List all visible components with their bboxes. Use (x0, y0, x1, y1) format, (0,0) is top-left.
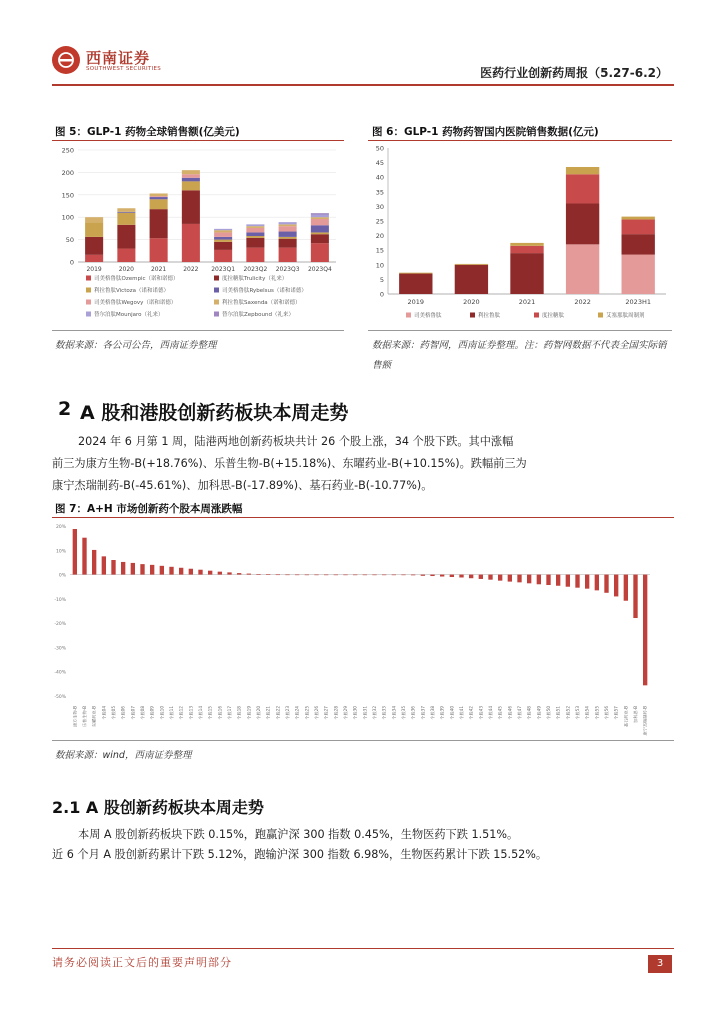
x-tick-label: 个股51 (555, 706, 561, 720)
figure6-chart (368, 142, 672, 328)
bar-segment (566, 244, 599, 294)
bar-segment (214, 240, 232, 242)
bar (421, 575, 425, 576)
x-tick-label: 个股54 (584, 706, 590, 720)
bar-segment (246, 226, 264, 228)
bar-segment (279, 224, 297, 226)
bar-segment (214, 250, 232, 262)
figure7-source: 数据来源：wind，西南证券整理 (55, 750, 192, 761)
bar-segment (150, 196, 168, 197)
brand-name-en: SOUTHWEST SECURITIES (86, 66, 162, 72)
x-tick-label: 个股38 (430, 706, 435, 720)
x-tick-label: 个股06 (120, 706, 126, 720)
bar-segment (246, 236, 264, 238)
x-tick-label: 个股39 (439, 706, 445, 720)
x-tick-label: 个股29 (343, 706, 348, 720)
bar (237, 573, 241, 574)
brand-name: 西南证券 (86, 49, 151, 67)
bar (160, 566, 164, 575)
x-tick-label: 2023H1 (625, 298, 651, 306)
legend-swatch (534, 313, 539, 318)
x-tick-label: 个股26 (314, 706, 319, 720)
bar (430, 575, 434, 576)
page-number: 3 (648, 955, 672, 973)
section21-para-line1: 本周 A 股创新药板块下跌 0.15%，跑赢沪深 300 指数 0.45%，生物医药下跌 1.51%。 (78, 828, 519, 841)
bar-segment (279, 222, 297, 224)
bar-segment (311, 219, 329, 225)
bar-segment (622, 255, 655, 294)
bar (527, 575, 531, 584)
bar-segment (182, 224, 200, 262)
bar (488, 575, 492, 580)
bar-segment (182, 190, 200, 224)
bar-segment (246, 232, 264, 236)
x-tick-label: 个股19 (246, 706, 252, 720)
y-tick-label: 100 (61, 213, 74, 222)
footer-divider (52, 948, 674, 949)
bar (469, 575, 473, 579)
x-tick-label: 个股27 (323, 706, 329, 720)
figure5-chart (52, 142, 344, 328)
x-tick-label: 个股45 (497, 706, 503, 720)
bar (218, 572, 222, 575)
y-tick-label: 50 (65, 236, 74, 245)
bar (295, 575, 299, 576)
bar-segment (182, 170, 200, 174)
x-tick-label: 个股21 (265, 706, 271, 720)
figure5-bottom-rule (52, 330, 344, 331)
bar (256, 574, 260, 575)
x-tick-label: 2023Q4 (307, 266, 332, 273)
figure5-top-rule (52, 140, 344, 141)
figure6-bottom-rule (368, 330, 672, 331)
y-tick-label: -40% (54, 670, 66, 676)
bar (82, 538, 86, 575)
bar (276, 574, 280, 575)
x-tick-label: 2021 (150, 266, 167, 273)
figure5-source: 数据来源：各公司公告，西南证券整理 (55, 340, 217, 351)
bar (392, 575, 396, 576)
bar-segment (150, 209, 168, 238)
bar (131, 563, 135, 575)
y-tick-label: 10 (375, 261, 384, 270)
x-tick-label: 康方生物-B (72, 706, 78, 728)
bar-segment (214, 232, 232, 236)
bar-segment (214, 230, 232, 232)
legend-label: 利拉鲁肽Saxenda（诺和诺德） (222, 300, 301, 306)
x-tick-label: 个股48 (526, 706, 532, 720)
x-tick-label: 加科思-B (633, 706, 638, 723)
bar-segment (279, 239, 297, 248)
x-tick-label: 乐普生物-B (82, 706, 87, 728)
bar-segment (622, 217, 655, 220)
bar-segment (214, 237, 232, 240)
bar-segment (150, 238, 168, 262)
y-tick-label: 30 (375, 202, 384, 211)
bar (479, 575, 483, 579)
bar (169, 567, 173, 575)
bar-segment (311, 225, 329, 232)
bar (575, 575, 579, 588)
legend-label: 司美格鲁肽Ozempic（诺和诺德） (94, 276, 179, 282)
y-tick-label: 15 (375, 246, 384, 255)
x-tick-label: 个股04 (101, 706, 107, 720)
x-tick-label: 个股31 (362, 706, 368, 720)
x-tick-label: 个股34 (391, 706, 397, 720)
y-tick-label: -10% (54, 597, 66, 603)
bar (508, 575, 512, 582)
y-tick-label: -20% (54, 622, 66, 628)
x-tick-label: 个股44 (488, 706, 493, 720)
x-tick-label: 2023Q1 (211, 266, 236, 273)
x-tick-label: 2020 (463, 298, 480, 306)
bar-segment (150, 197, 168, 199)
bar (566, 575, 570, 587)
section2-para-line3: 康宁杰瑞制药-B(-45.61%)、加科思-B(-17.89%)、基石药业-B(-10.77%)。 (52, 479, 433, 492)
bar-segment (246, 224, 264, 226)
figure6-top-rule (368, 140, 672, 141)
x-tick-label: 个股46 (507, 706, 513, 720)
bar-segment (279, 232, 297, 237)
x-tick-label: 个股52 (565, 706, 571, 720)
x-tick-label: 个股49 (536, 706, 542, 720)
bar-segment (182, 174, 200, 178)
y-tick-label: 45 (375, 159, 384, 168)
x-tick-label: 个股57 (613, 706, 619, 720)
bar (314, 575, 318, 576)
figure6-title: 图 6：GLP-1 药物药智国内医院销售数据(亿元) (372, 126, 599, 138)
legend-swatch (86, 312, 91, 317)
x-tick-label: 个股11 (169, 706, 174, 720)
y-tick-label: 5 (379, 275, 384, 284)
legend-swatch (406, 313, 411, 318)
x-tick-label: 2022 (574, 298, 591, 306)
bar-segment (622, 220, 655, 235)
figure7-top-rule (52, 517, 674, 518)
bar-segment (246, 248, 264, 262)
legend-swatch (214, 276, 219, 281)
x-tick-label: 个股24 (294, 706, 300, 720)
figure7-bottom-rule (52, 740, 674, 741)
bar-segment (566, 203, 599, 244)
legend-label: 司美格鲁肽Rybelsus（诺和诺德） (222, 288, 307, 294)
x-tick-label: 个股07 (130, 706, 136, 720)
bar-segment (85, 255, 103, 262)
section2-heading: A 股和港股创新药板块本周走势 (80, 402, 349, 424)
bar (227, 572, 231, 574)
figure6-source-line1: 数据来源：药智网，西南证券整理。注：药智网数据不代表全国实际销 (372, 340, 667, 351)
y-tick-label: 250 (61, 146, 74, 155)
bar-segment (279, 226, 297, 231)
bar (92, 550, 96, 575)
x-tick-label: 个股15 (207, 706, 213, 720)
bar-segment (117, 225, 135, 249)
bar-segment (510, 246, 543, 253)
x-tick-label: 个股18 (236, 706, 242, 720)
x-tick-label: 2019 (407, 298, 425, 306)
bar (208, 571, 212, 575)
figure7-title: 图 7：A+H 市场创新药个股本周涨跌幅 (55, 503, 243, 515)
x-tick-label: 个股25 (304, 706, 310, 720)
y-tick-label: 40 (375, 173, 384, 182)
x-tick-label: 个股37 (420, 706, 426, 720)
section21-para-line2: 近 6 个月 A 股创新药累计下跌 5.12%，跑输沪深 300 指数 6.98%，生物医药累计下跌 15.52%。 (52, 848, 548, 861)
bar (324, 575, 328, 576)
legend-label: 度拉糖肽Trulicity（礼来） (222, 276, 288, 282)
bar (556, 575, 560, 586)
bar-segment (85, 217, 103, 222)
x-tick-label: 个股17 (227, 706, 232, 720)
bar (372, 575, 376, 576)
bar (285, 575, 289, 576)
x-tick-label: 个股12 (178, 706, 184, 720)
bar-segment (117, 212, 135, 213)
bar-segment (182, 178, 200, 182)
x-tick-label: 个股13 (188, 706, 194, 720)
header-divider (52, 84, 674, 86)
x-tick-label: 2023Q3 (275, 266, 300, 273)
x-tick-label: 个股47 (517, 706, 522, 720)
legend-swatch (214, 288, 219, 293)
x-tick-label: 2022 (183, 266, 199, 273)
bar (537, 575, 541, 585)
x-tick-label: 康宁杰瑞制药-B (642, 706, 648, 736)
bar (614, 575, 618, 597)
bar (411, 575, 415, 576)
x-tick-label: 个股14 (198, 706, 203, 720)
bar-segment (311, 213, 329, 214)
bar (595, 575, 599, 591)
x-tick-label: 个股55 (594, 706, 600, 720)
x-tick-label: 2019 (86, 266, 102, 273)
legend-label: 替尔泊肽Mounjaro（礼来） (94, 312, 164, 318)
bar (382, 575, 386, 576)
bar (140, 564, 144, 574)
section2-number: 2 (58, 398, 72, 420)
legend-label: 司美格鲁肽Wegovy（诺和诺德） (94, 300, 177, 306)
y-tick-label: -30% (54, 646, 66, 652)
x-tick-label: 个股50 (546, 706, 551, 720)
x-tick-label: 个股53 (575, 706, 580, 720)
bar-segment (246, 228, 264, 232)
report-title: 医药行业创新药周报（5.27-6.2） (480, 66, 668, 80)
bar (247, 574, 251, 575)
y-tick-label: 25 (375, 217, 384, 226)
bar-segment (399, 273, 432, 274)
x-tick-label: 个股42 (468, 706, 474, 720)
bar-segment (455, 265, 488, 294)
bar (585, 575, 589, 589)
bar (73, 529, 77, 575)
legend-label: 度拉糖肽 (542, 313, 565, 319)
legend-label: 利拉鲁肽 (478, 313, 501, 319)
bar (450, 575, 454, 577)
bar (111, 560, 115, 575)
bar-segment (622, 234, 655, 254)
bar (334, 575, 338, 576)
bar-segment (311, 232, 329, 234)
bar-segment (311, 243, 329, 262)
bar-segment (311, 217, 329, 219)
x-tick-label: 个股35 (401, 706, 406, 720)
bar-segment (85, 237, 103, 255)
bar-segment (566, 167, 599, 174)
bar-segment (150, 199, 168, 209)
legend-swatch (86, 276, 91, 281)
bar-segment (510, 253, 543, 294)
x-tick-label: 东曜药业-B (91, 706, 97, 728)
x-tick-label: 个股32 (372, 706, 377, 720)
x-tick-label: 个股28 (333, 706, 339, 720)
y-tick-label: 0 (379, 290, 384, 299)
bar-segment (566, 174, 599, 203)
bar-segment (150, 193, 168, 196)
bar (624, 575, 628, 601)
figure5-title: 图 5：GLP-1 药物全球销售额(亿美元) (55, 126, 240, 138)
bar-segment (214, 242, 232, 250)
x-tick-label: 个股30 (352, 706, 358, 720)
bar (179, 568, 183, 575)
legend-label: 替尔泊肽Zepbound（礼来） (222, 312, 294, 318)
y-tick-label: 10% (55, 549, 66, 555)
x-tick-label: 个股22 (275, 706, 281, 720)
x-tick-label: 个股41 (459, 706, 464, 720)
x-tick-label: 2020 (118, 266, 135, 273)
section2-para-line1: 2024 年 6 月第 1 周，陆港两地创新药板块共计 26 个股上涨，34 个股下跌。其中涨幅 (78, 435, 514, 448)
x-tick-label: 个股56 (604, 706, 609, 720)
bar (189, 569, 193, 575)
x-tick-label: 个股09 (149, 706, 155, 720)
y-tick-label: 35 (375, 188, 384, 197)
figure7-chart (52, 520, 674, 738)
x-tick-label: 个股05 (111, 706, 116, 720)
legend-swatch (470, 313, 475, 318)
x-tick-label: 2021 (518, 298, 536, 306)
y-tick-label: 20 (375, 232, 384, 241)
bar (266, 574, 270, 575)
figure6-source-line2: 售额 (372, 360, 392, 371)
bar (517, 575, 521, 583)
bar-segment (182, 181, 200, 190)
bar (498, 575, 502, 581)
x-tick-label: 个股08 (140, 706, 145, 720)
bar-segment (279, 237, 297, 239)
bar (343, 575, 347, 576)
bar-segment (214, 229, 232, 230)
y-tick-label: 0 (69, 258, 74, 267)
bar-segment (311, 215, 329, 218)
x-tick-label: 个股36 (410, 706, 416, 720)
bar (198, 570, 202, 575)
x-tick-label: 基石药业-B (623, 706, 629, 728)
bar (363, 575, 367, 576)
section21-heading: 2.1 A 股创新药板块本周走势 (52, 798, 264, 817)
bar (440, 575, 444, 577)
y-tick-label: 50 (375, 144, 384, 153)
y-tick-label: -50% (54, 695, 66, 700)
legend-swatch (86, 300, 91, 305)
bar (643, 575, 647, 686)
x-tick-label: 个股16 (217, 706, 223, 720)
bar-segment (455, 264, 488, 265)
bar (121, 562, 125, 575)
bar (305, 575, 309, 576)
section2-para-line2: 前三为康方生物-B(+18.76%)、乐普生物-B(+15.18%)、东曜药业-B(+10.15%)。跌幅前三为 (52, 457, 527, 470)
legend-swatch (214, 300, 219, 305)
bar (401, 575, 405, 576)
x-tick-label: 2023Q2 (243, 266, 268, 273)
y-tick-label: 0% (58, 573, 66, 579)
legend-swatch (214, 312, 219, 317)
bar (546, 575, 550, 585)
x-tick-label: 个股23 (285, 706, 290, 720)
legend-swatch (598, 313, 603, 318)
footer-disclaimer: 请务必阅读正文后的重要声明部分 (52, 956, 232, 969)
legend-label: 司美格鲁肽 (414, 313, 442, 319)
y-tick-label: 200 (61, 168, 74, 177)
bar-segment (246, 238, 264, 248)
bar-segment (117, 208, 135, 212)
legend-swatch (86, 288, 91, 293)
x-tick-label: 个股20 (256, 706, 261, 720)
legend-label: 利拉鲁肽Victoza（诺和诺德） (94, 288, 169, 294)
x-tick-label: 个股40 (449, 706, 455, 720)
bar (633, 575, 637, 618)
y-tick-label: 150 (61, 191, 74, 200)
bar-segment (510, 243, 543, 246)
bar (102, 556, 106, 574)
bar-segment (399, 274, 432, 294)
x-tick-label: 个股43 (478, 706, 484, 720)
bar-segment (279, 248, 297, 262)
bar-segment (311, 234, 329, 243)
bar-segment (117, 249, 135, 262)
bar (353, 575, 357, 576)
bar (604, 575, 608, 593)
x-tick-label: 个股33 (381, 706, 387, 720)
bar-segment (85, 223, 103, 237)
brand-logo-icon (52, 46, 80, 74)
x-tick-label: 个股10 (159, 706, 165, 720)
bar-segment (117, 213, 135, 225)
bar (150, 565, 154, 575)
bar (459, 575, 463, 578)
legend-label: 艾塞那肽周制剂 (606, 313, 645, 319)
y-tick-label: 20% (55, 525, 66, 530)
